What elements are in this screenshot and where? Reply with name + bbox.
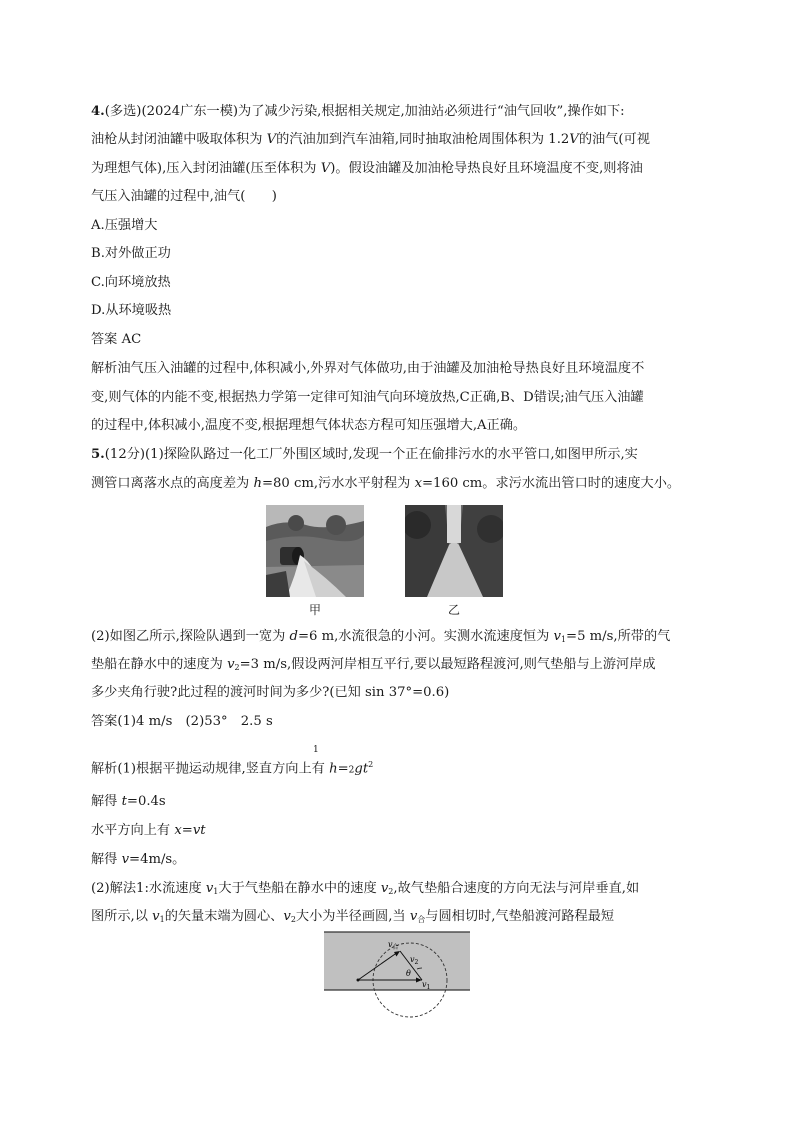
origin-point xyxy=(357,979,360,982)
q4-line-1: 4.(多选)(2024广东一模)为了减少污染,根据相关规定,加油站必须进行“油气回收”,操作如下: xyxy=(91,104,625,119)
q5-part2-line-1: (2)如图乙所示,探险队遇到一宽为 d=6 m,水流很急的小河。实测水流速度恒为 $v_1=5$ m/s,所带的气 xyxy=(91,629,671,644)
q4-line-2: 油枪从封闭油罐中吸取体积为 V的汽油加到汽车油箱,同时抽取油枪周围体积为 1.2V的油气(可视 xyxy=(91,132,650,147)
q4-option-b: B.对外做正功 xyxy=(91,246,171,261)
photo-river-svg xyxy=(405,505,503,597)
caption-right: 乙 xyxy=(448,603,461,617)
q4-line-3: 为理想气体),压入封闭油罐(压至体积为 V)。假设油罐及加油枪导热良好且环境温度不变,则将油 xyxy=(91,161,643,176)
q5-method1-line-1: (2)解法1:水流速度 $v_1$大于气垫船在静水中的速度 $v_2$,故气垫船合速度的方向无法与河岸垂直,如 xyxy=(91,881,640,896)
fraction-numerator: 1 xyxy=(313,745,319,755)
label-theta: θ xyxy=(406,969,411,978)
q5-line-1: 5.(12分)(1)探险队路过一化工厂外围区域时,发现一个正在偷排污水的水平管口,如图甲所示,实 xyxy=(91,447,638,462)
q4-analysis-line-1: 解析油气压入油罐的过程中,体积减小,外界对气体做功,由于油罐及加油枪导热良好且环境温度不 xyxy=(91,361,645,376)
q4-line-4: 气压入油罐的过程中,油气( ) xyxy=(91,189,277,204)
q4-option-d: D.从环境吸热 xyxy=(91,303,172,318)
q4-option-a: A.压强增大 xyxy=(91,218,158,233)
label-v1: $v_1$ xyxy=(422,980,431,991)
q5-solution-line-2: 解得 t=0.4s xyxy=(91,794,166,809)
q5-part2-line-3: 多少夹角行驶?此过程的渡河时间为多少?(已知 sin 37°=0.6) xyxy=(91,685,450,700)
q5-solution-line-4: 解得 v=4m/s。 xyxy=(91,852,186,867)
caption-left: 甲 xyxy=(309,603,322,617)
river-band xyxy=(324,932,470,990)
q4-option-c: C.向环境放热 xyxy=(91,275,171,290)
q4-answer: 答案 AC xyxy=(91,332,142,347)
q5-answer: 答案(1)4 m/s (2)53° 2.5 s xyxy=(91,714,273,729)
label-v-he: $v_合$ xyxy=(388,940,399,951)
photo-pipe-svg xyxy=(266,505,364,597)
q5-line-2: 测管口离落水点的高度差为 h=80 cm,污水水平射程为 x=160 cm。求污水流出管口时的速度大小。 xyxy=(91,476,681,491)
photo-pipe-discharge xyxy=(266,505,364,597)
velocity-diagram xyxy=(322,928,472,1020)
photo-river xyxy=(405,505,503,597)
q5-solution-line-1: 解析(1)根据平抛运动规律,竖直方向上有 $h=2gt^2$ xyxy=(91,760,374,777)
q5-method1-line-2: 图所示,以 $v_1$的矢量末端为圆心、$v_2$大小为半径画圆,当 $v_合$与圆相切时,气垫船渡河路程最短 xyxy=(91,909,615,924)
label-v2: $v_2$ xyxy=(410,955,419,966)
q5-part2-line-2: 垫船在静水中的速度为 $v_2=3$ m/s,假设两河岸相互平行,要以最短路程渡河,则气垫船与上游河岸成 xyxy=(91,657,656,672)
q4-analysis-line-2: 变,则气体的内能不变,根据热力学第一定律可知油气向环境放热,C正确,B、D错误;油气压入油罐 xyxy=(91,390,644,405)
q4-analysis-line-3: 的过程中,体积减小,温度不变,根据理想气体状态方程可知压强增大,A正确。 xyxy=(91,418,527,433)
q5-solution-line-3: 水平方向上有 x=vt xyxy=(91,823,206,838)
